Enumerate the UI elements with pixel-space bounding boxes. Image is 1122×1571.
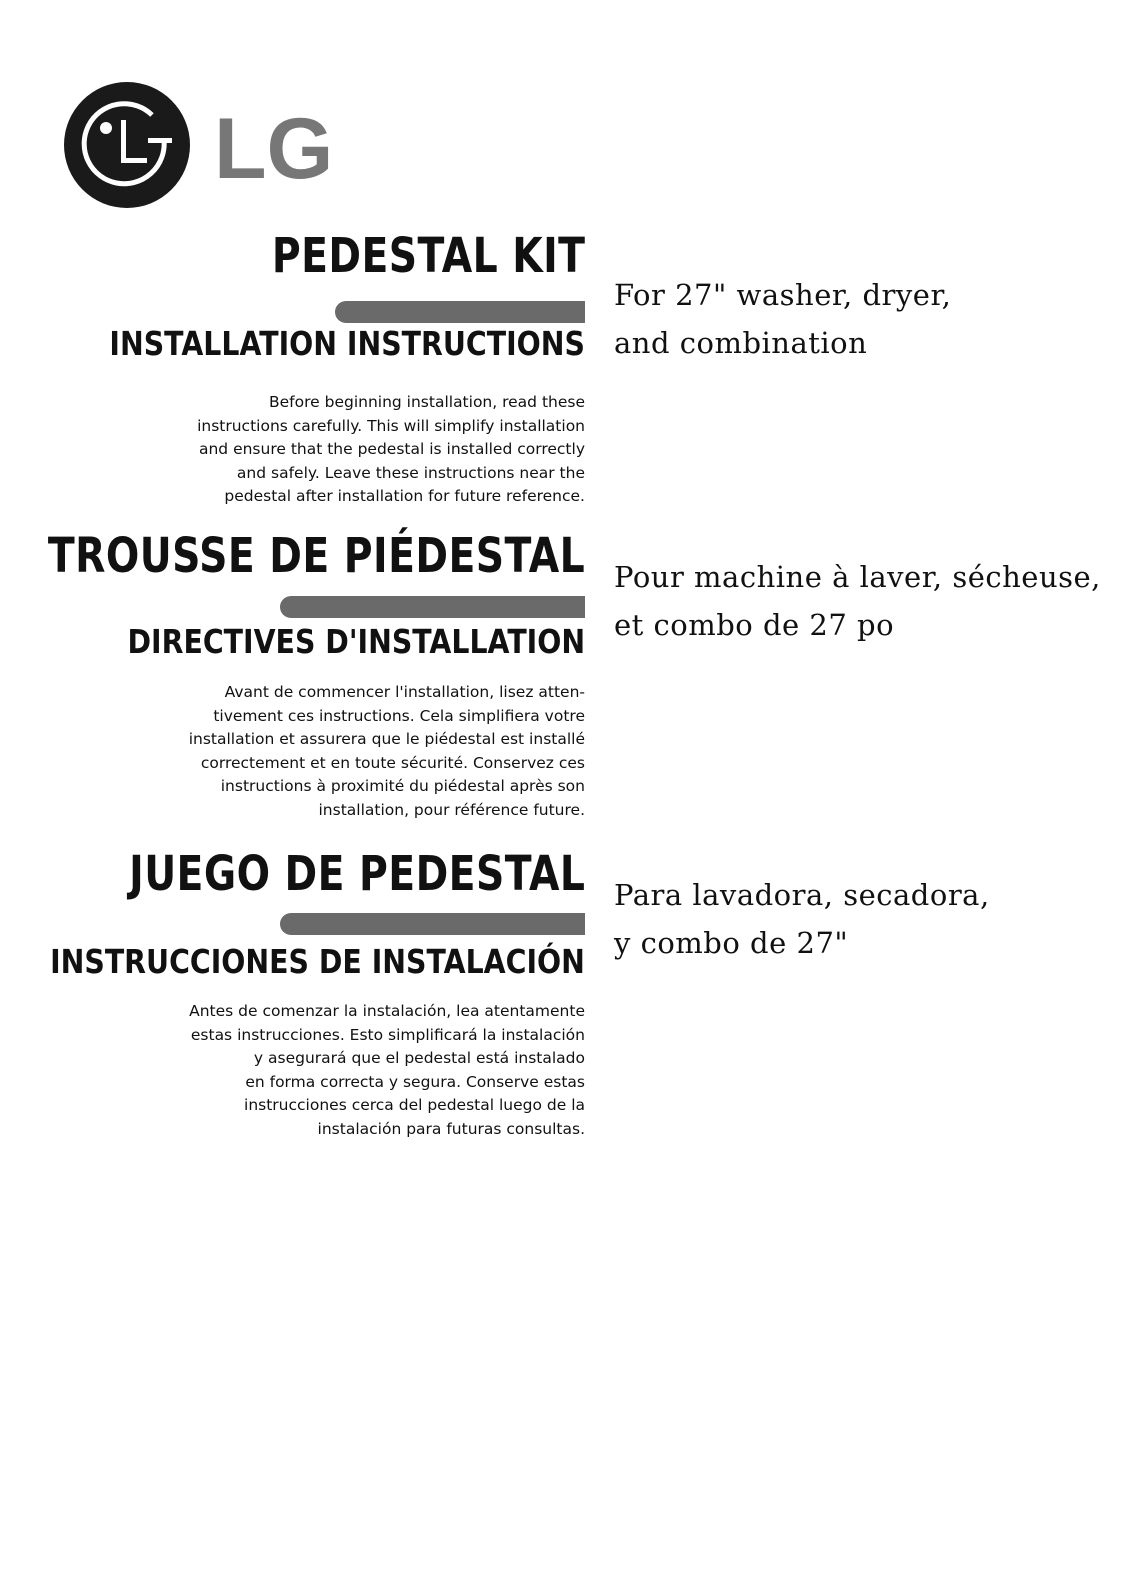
heading-bar (335, 301, 585, 323)
lg-face-logo-icon (64, 80, 344, 210)
paragraph-line: instrucciones cerca del pedestal luego de la (244, 1096, 585, 1114)
section-paragraph (165, 681, 585, 822)
description-line: y combo de 27" (614, 926, 849, 960)
paragraph-line: pedestal after installation for future reference. (224, 487, 585, 505)
section-title: TROUSSE DE PIÉDESTAL (47, 528, 585, 584)
paragraph-line: and safely. Leave these instructions near the (236, 463, 585, 482)
heading-bar (280, 596, 585, 618)
paragraph-line: installation et assurera que le piédestal est installé (188, 730, 585, 748)
description-line: Pour machine à laver, sécheuse, (614, 560, 1101, 594)
product-description (614, 553, 1101, 649)
product-description (614, 871, 990, 967)
section-subtitle: DIRECTIVES D'INSTALLATION (127, 622, 585, 661)
paragraph-line: installation, pour référence future. (318, 800, 585, 819)
lg-wordmark: LG (214, 101, 334, 197)
paragraph-line: en forma correcta y segura. Conserve estas (245, 1072, 585, 1091)
section-title: JUEGO DE PEDESTAL (128, 846, 585, 902)
product-description (614, 271, 951, 367)
section-subtitle: INSTALLATION INSTRUCTIONS (109, 324, 585, 363)
section-paragraph (165, 1000, 585, 1141)
heading-bar (280, 913, 585, 935)
section-title: PEDESTAL KIT (271, 228, 585, 284)
description-line: Para lavadora, secadora, (614, 878, 990, 912)
paragraph-line: estas instrucciones. Esto simplificará la instalación (190, 1025, 585, 1044)
description-line: et combo de 27 po (614, 608, 895, 642)
paragraph-line: and ensure that the pedestal is installed correctly (198, 440, 585, 458)
paragraph-line: y asegurará que el pedestal está instalado (253, 1049, 585, 1067)
paragraph-line: Antes de comenzar la instalación, lea atentamente (189, 1002, 585, 1020)
paragraph-line: tivement ces instructions. Cela simplifiera votre (213, 706, 585, 725)
section-paragraph (165, 391, 585, 509)
section-subtitle: INSTRUCCIONES DE INSTALACIÓN (50, 942, 585, 981)
paragraph-line: correctement et en toute sécurité. Conservez ces (200, 753, 585, 772)
paragraph-line: instructions carefully. This will simplify installation (197, 416, 585, 435)
paragraph-line: instalación para futuras consultas. (317, 1119, 585, 1138)
description-line: For 27" washer, dryer, (614, 278, 952, 312)
description-line: and combination (614, 326, 868, 360)
paragraph-line: Avant de commencer l'installation, lisez atten- (224, 683, 585, 701)
paragraph-line: Before beginning installation, read these (269, 393, 585, 411)
paragraph-line: instructions à proximité du piédestal après son (220, 777, 585, 795)
lg-logo (64, 80, 344, 210)
